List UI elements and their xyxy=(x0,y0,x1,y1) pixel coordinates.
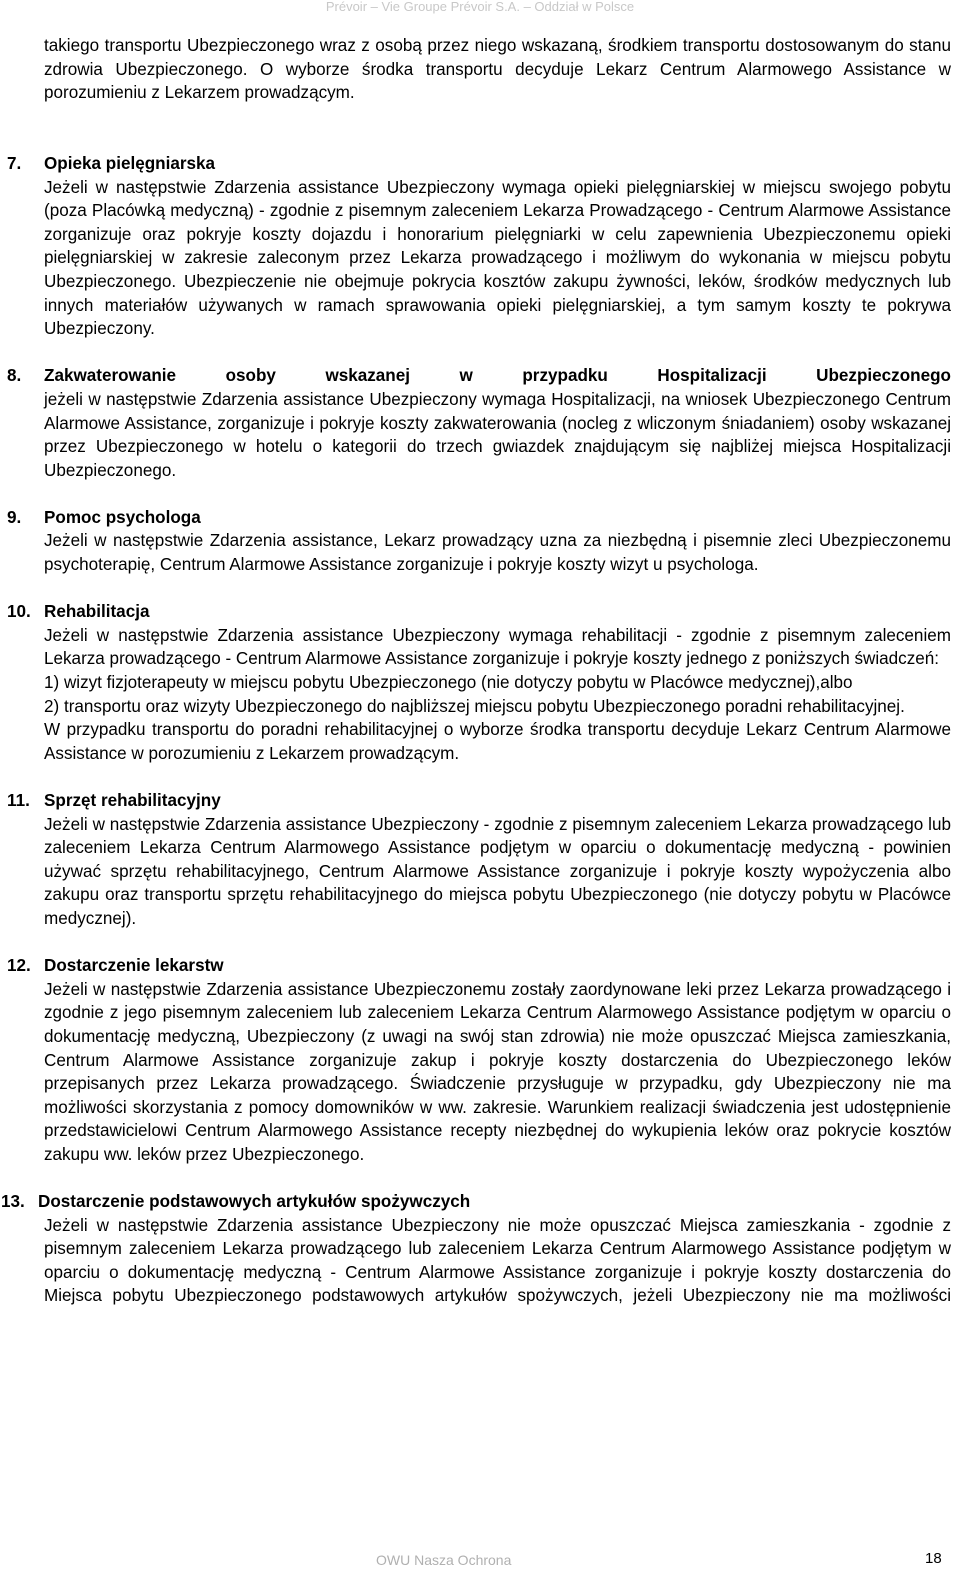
section-title: Dostarczenie lekarstw xyxy=(44,956,224,976)
document-body xyxy=(1,34,951,1308)
section-number: 7. xyxy=(7,153,22,173)
section-7 xyxy=(7,152,951,341)
section-10 xyxy=(7,600,951,765)
section-body: Jeżeli w następstwie Zdarzenia assistance Ubezpieczony wymaga rehabilitacji - zgodnie z pisemnym zaleceniem Lekarza prowadzącego - Centrum Alarmowe Assistance zorganizuje i pokryje koszty jednego z poniższych świadczeń: xyxy=(44,625,951,669)
list-item: 2) transportu oraz wizyty Ubezpieczonego do najbliższej miejscu pobytu Ubezpieczonego poradni rehabilitacyjnej. xyxy=(44,696,905,716)
page-number: 18 xyxy=(925,1550,942,1567)
section-body: Jeżeli w następstwie Zdarzenia assistance Ubezpieczony wymaga opieki pielęgniarskiej w miejscu swojego pobytu (poza Placówką medyczną) - zgodnie z pisemnym zaleceniem Lekarza Prowadzącego - Centrum Alarmowe Assistance zorganizuje oraz pokryje koszty dojazdu i honorarium pielęgniarki w celu zapewnienia Ubezpieczonemu opieki pielęgniarskiej w zakresie zaleconym przez Lekarza prowadzącego i możliwym do wykonania w miejscu pobytu Ubezpieczonego. Ubezpieczenie nie obejmuje pokrycia kosztów zakupu żywności, leków, środków medycznych lub innych materiałów używanych w ramach sprawowania opieki pielęgniarskiej, a tym samym koszty te pokrywa Ubezpieczony. xyxy=(44,177,951,339)
section-number: 12. xyxy=(7,956,31,976)
section-8 xyxy=(7,364,951,482)
section-body: jeżeli w następstwie Zdarzenia assistance Ubezpieczony wymaga Hospitalizacji, na wniosek Ubezpieczonego Centrum Alarmowe Assistance, zorganizuje i pokryje koszty zakwaterowania (nocleg z wliczonym śniadaniem) osoby wskazanej przez Ubezpieczonego w hotelu o kategorii do trzech gwiazdek znajdującym się najbliżej miejsca Hospitalizacji Ubezpieczonego. xyxy=(44,389,951,480)
page-footer xyxy=(0,1550,960,1572)
section-number: 8. xyxy=(7,366,22,386)
section-11 xyxy=(7,789,951,931)
section-title: Sprzęt rehabilitacyjny xyxy=(44,791,221,810)
section-title: Zakwaterowanie osoby wskazanej w przypadku Hospitalizacji Ubezpieczonego xyxy=(44,366,951,386)
section-title: Rehabilitacja xyxy=(44,602,150,622)
section-number: 9. xyxy=(7,507,22,527)
section-number: 10. xyxy=(7,602,31,622)
footer-document-name: OWU Nasza Ochrona xyxy=(376,1552,512,1568)
section-number: 13. xyxy=(1,1192,25,1212)
section-number: 11. xyxy=(7,791,30,810)
section-note: W przypadku transportu do poradni rehabilitacyjnej o wyborze środka transportu decyduje Lekarz Centrum Alarmowe Assistance w porozumieniu z Lekarzem prowadzącym. xyxy=(44,720,951,763)
section-title: Opieka pielęgniarska xyxy=(44,153,216,173)
section-title: Pomoc psychologa xyxy=(44,507,201,527)
list-item: 1) wizyt fizjoterapeuty w miejscu pobytu Ubezpieczonego (nie dotyczy pobytu w Placówce medycznej),albo xyxy=(44,673,853,693)
section-body: Jeżeli w następstwie Zdarzenia assistance Ubezpieczony - zgodnie z pisemnym zaleceniem Lekarza prowadzącego lub zaleceniem Lekarza Centrum Alarmowego Assistance podjętym w oparciu o dokumentację medyczną - powinien używać sprzętu rehabilitacyjnego, Centrum Alarmowe Assistance zorganizuje i pokryje koszty wypożyczenia albo zakupu oraz transportu sprzętu rehabilitacyjnego do miejsca pobytu Ubezpieczonego (nie dotyczy pobytu w Placówce medycznej). xyxy=(44,814,951,928)
section-title: Dostarczenie podstawowych artykułów spożywczych xyxy=(38,1192,471,1212)
section-9 xyxy=(7,506,951,577)
section-body: Jeżeli w następstwie Zdarzenia assistance, Lekarz prowadzący uzna za niezbędną i pisemnie zleci Ubezpieczonemu psychoterapię, Centrum Alarmowe Assistance zorganizuje i pokryje koszty wizyt u psychologa. xyxy=(44,531,951,575)
section-13 xyxy=(1,1190,951,1308)
section-body: Jeżeli w następstwie Zdarzenia assistance Ubezpieczony nie może opuszczać Miejsca zamieszkania - zgodnie z pisemnym zaleceniem Lekarza prowadzącego lub zaleceniem Lekarza Centrum Alarmowego Assistance podjętym w oparciu o dokumentację medyczną - Centrum Alarmowe Assistance zorganizuje i pokryje koszty dostarczenia do Miejsca pobytu Ubezpieczonego podstawowych artykułów spożywczych, jeżeli Ubezpieczony nie ma możliwości xyxy=(44,1215,951,1306)
section-body: Jeżeli w następstwie Zdarzenia assistance Ubezpieczonemu zostały zaordynowane leki przez Lekarza prowadzącego i zgodnie z jego pisemnym zaleceniem lub zaleceniem Lekarza Centrum Alarmowego Assistance podjętym w oparciu o dokumentację medyczną, Ubezpieczony (z uwagi na swój stan zdrowia) nie może opuszczać Miejsca zamieszkania, Centrum Alarmowe Assistance zorganizuje zakup i pokryje koszty dostarczenia do Ubezpieczonego leków przepisanych przez Lekarza prowadzącego. Świadczenie przysługuje w przypadku, gdy Ubezpieczony nie ma możliwości skorzystania z pomocy domowników w ww. zakresie. Warunkiem realizacji świadczenia jest udostępnienie przedstawicielowi Centrum Alarmowego Assistance recepty niezbędnej do wykupienia leków oraz pokrycie kosztów zakupu ww. leków przez Ubezpieczonego. xyxy=(44,979,951,1164)
intro-paragraph: takiego transportu Ubezpieczonego wraz z osobą przez niego wskazaną, środkiem transportu dostosowanym do stanu zdrowia Ubezpieczonego. O wyborze środka transportu decyduje Lekarz Centrum Alarmowego Assistance w porozumieniu z Lekarzem prowadzącym. xyxy=(44,36,951,103)
page-header: Prévoir – Vie Groupe Prévoir S.A. – Oddział w Polsce xyxy=(325,0,635,14)
section-12 xyxy=(7,954,951,1166)
